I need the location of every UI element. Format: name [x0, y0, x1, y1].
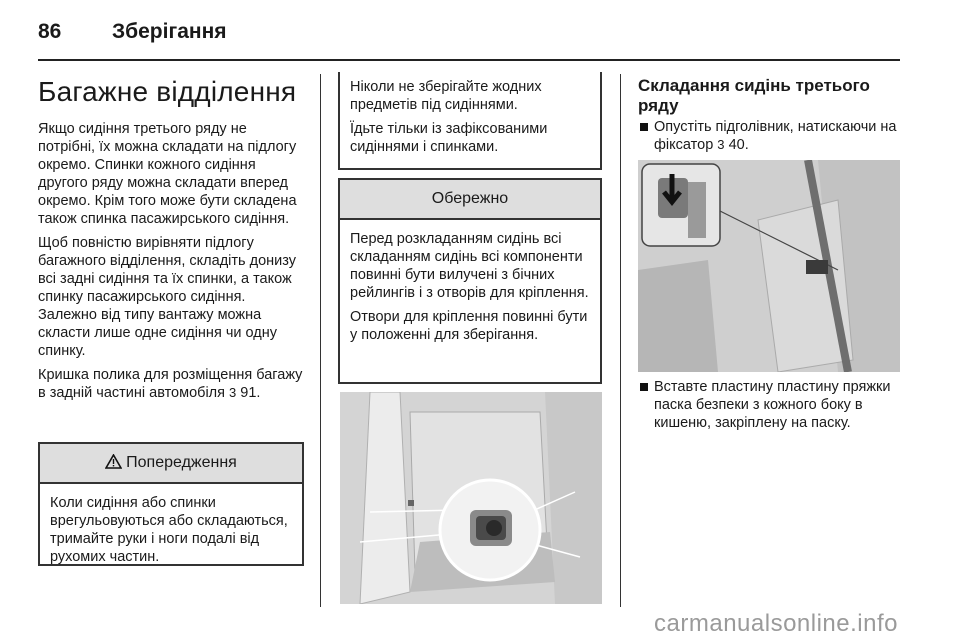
bullet-text: Вставте пластину пластину пряжки паска безпеки з кожного боку в кишеню, закріплену на паску.: [654, 379, 891, 431]
reference-page: 40.: [728, 137, 749, 153]
paragraph-text: Кришка полика для розміщення багажу в задній частині автомобіля: [38, 367, 303, 401]
caution-text: Отвори для кріплення повинні бути у положенні для зберігання.: [350, 309, 588, 343]
watermark: carmanualsonline.info: [654, 610, 898, 637]
warning-triangle-icon: [105, 444, 122, 482]
paragraph: Якщо сидіння третього ряду не потрібні, їх можна складати на підлогу окремо. Спинки кожного сидіння другого ряду можна складати вперед окремо. Крім того може бути складена також спинка пасажирського сидіння.: [38, 121, 297, 227]
header-divider: [38, 59, 900, 61]
reference-arrow-icon: 3: [717, 137, 725, 152]
notice-text: Їдьте тільки із зафіксованими сидіннями і спинками.: [350, 121, 548, 155]
notice-text: Ніколи не зберігайте жодних предметів під сидіннями.: [350, 79, 542, 113]
page-reference-link[interactable]: [229, 385, 260, 401]
warning-box-header: [40, 444, 302, 484]
column-right: [638, 70, 900, 431]
reference-arrow-icon: 3: [229, 385, 237, 400]
chapter-title: Зберігання: [112, 20, 227, 43]
instruction-bullet-wrapper: [638, 378, 900, 436]
instruction-bullet: [638, 378, 900, 432]
caution-box-body: [340, 220, 600, 356]
trunk-anchor-illustration: [340, 392, 602, 604]
paragraph-with-reference: [38, 366, 304, 402]
instruction-bullet: [638, 118, 900, 154]
bullet-square-icon: [640, 383, 648, 391]
paragraph: Щоб повністю вирівняти підлогу багажного відділення, складіть донизу всі задні сидіння та їх спинки, а також спинку пасажирського сидіння. Залежно від типу вантажу можна скласти лише одне сидіння чи одну спинку.: [38, 235, 296, 359]
page-reference-link[interactable]: [717, 137, 748, 153]
warning-box: [38, 442, 304, 566]
column-divider: [620, 74, 621, 607]
caution-box-header: Обережно: [340, 180, 600, 220]
page-header: [38, 14, 900, 54]
caution-text: Перед розкладанням сидінь всі складанням сидінь всі компоненти повинні бути вилучені з бічних рейлингів і з отворів для кріплення.: [350, 231, 589, 301]
reference-page: 91.: [240, 385, 261, 401]
notice-box-continued: [338, 72, 602, 170]
column-left: [38, 70, 304, 565]
column-divider: [320, 74, 321, 607]
bullet-text: Опустіть підголівник, натискаючи на фіксатор: [654, 119, 897, 153]
warning-heading: Попередження: [126, 454, 237, 471]
warning-box-body: [40, 484, 302, 578]
caution-box: [338, 178, 602, 384]
warning-text: Коли сидіння або спинки врегульовуються або складаються, тримайте руки і ноги подалі від рухомих частин.: [50, 495, 288, 565]
bullet-square-icon: [640, 123, 648, 131]
page-number: 86: [38, 20, 62, 43]
notice-box-body: [340, 72, 600, 168]
seat-headrest-illustration: [638, 160, 900, 372]
subsection-title: Складання сидінь третього ряду: [638, 76, 870, 115]
section-title: Багажне відділення: [38, 76, 297, 107]
